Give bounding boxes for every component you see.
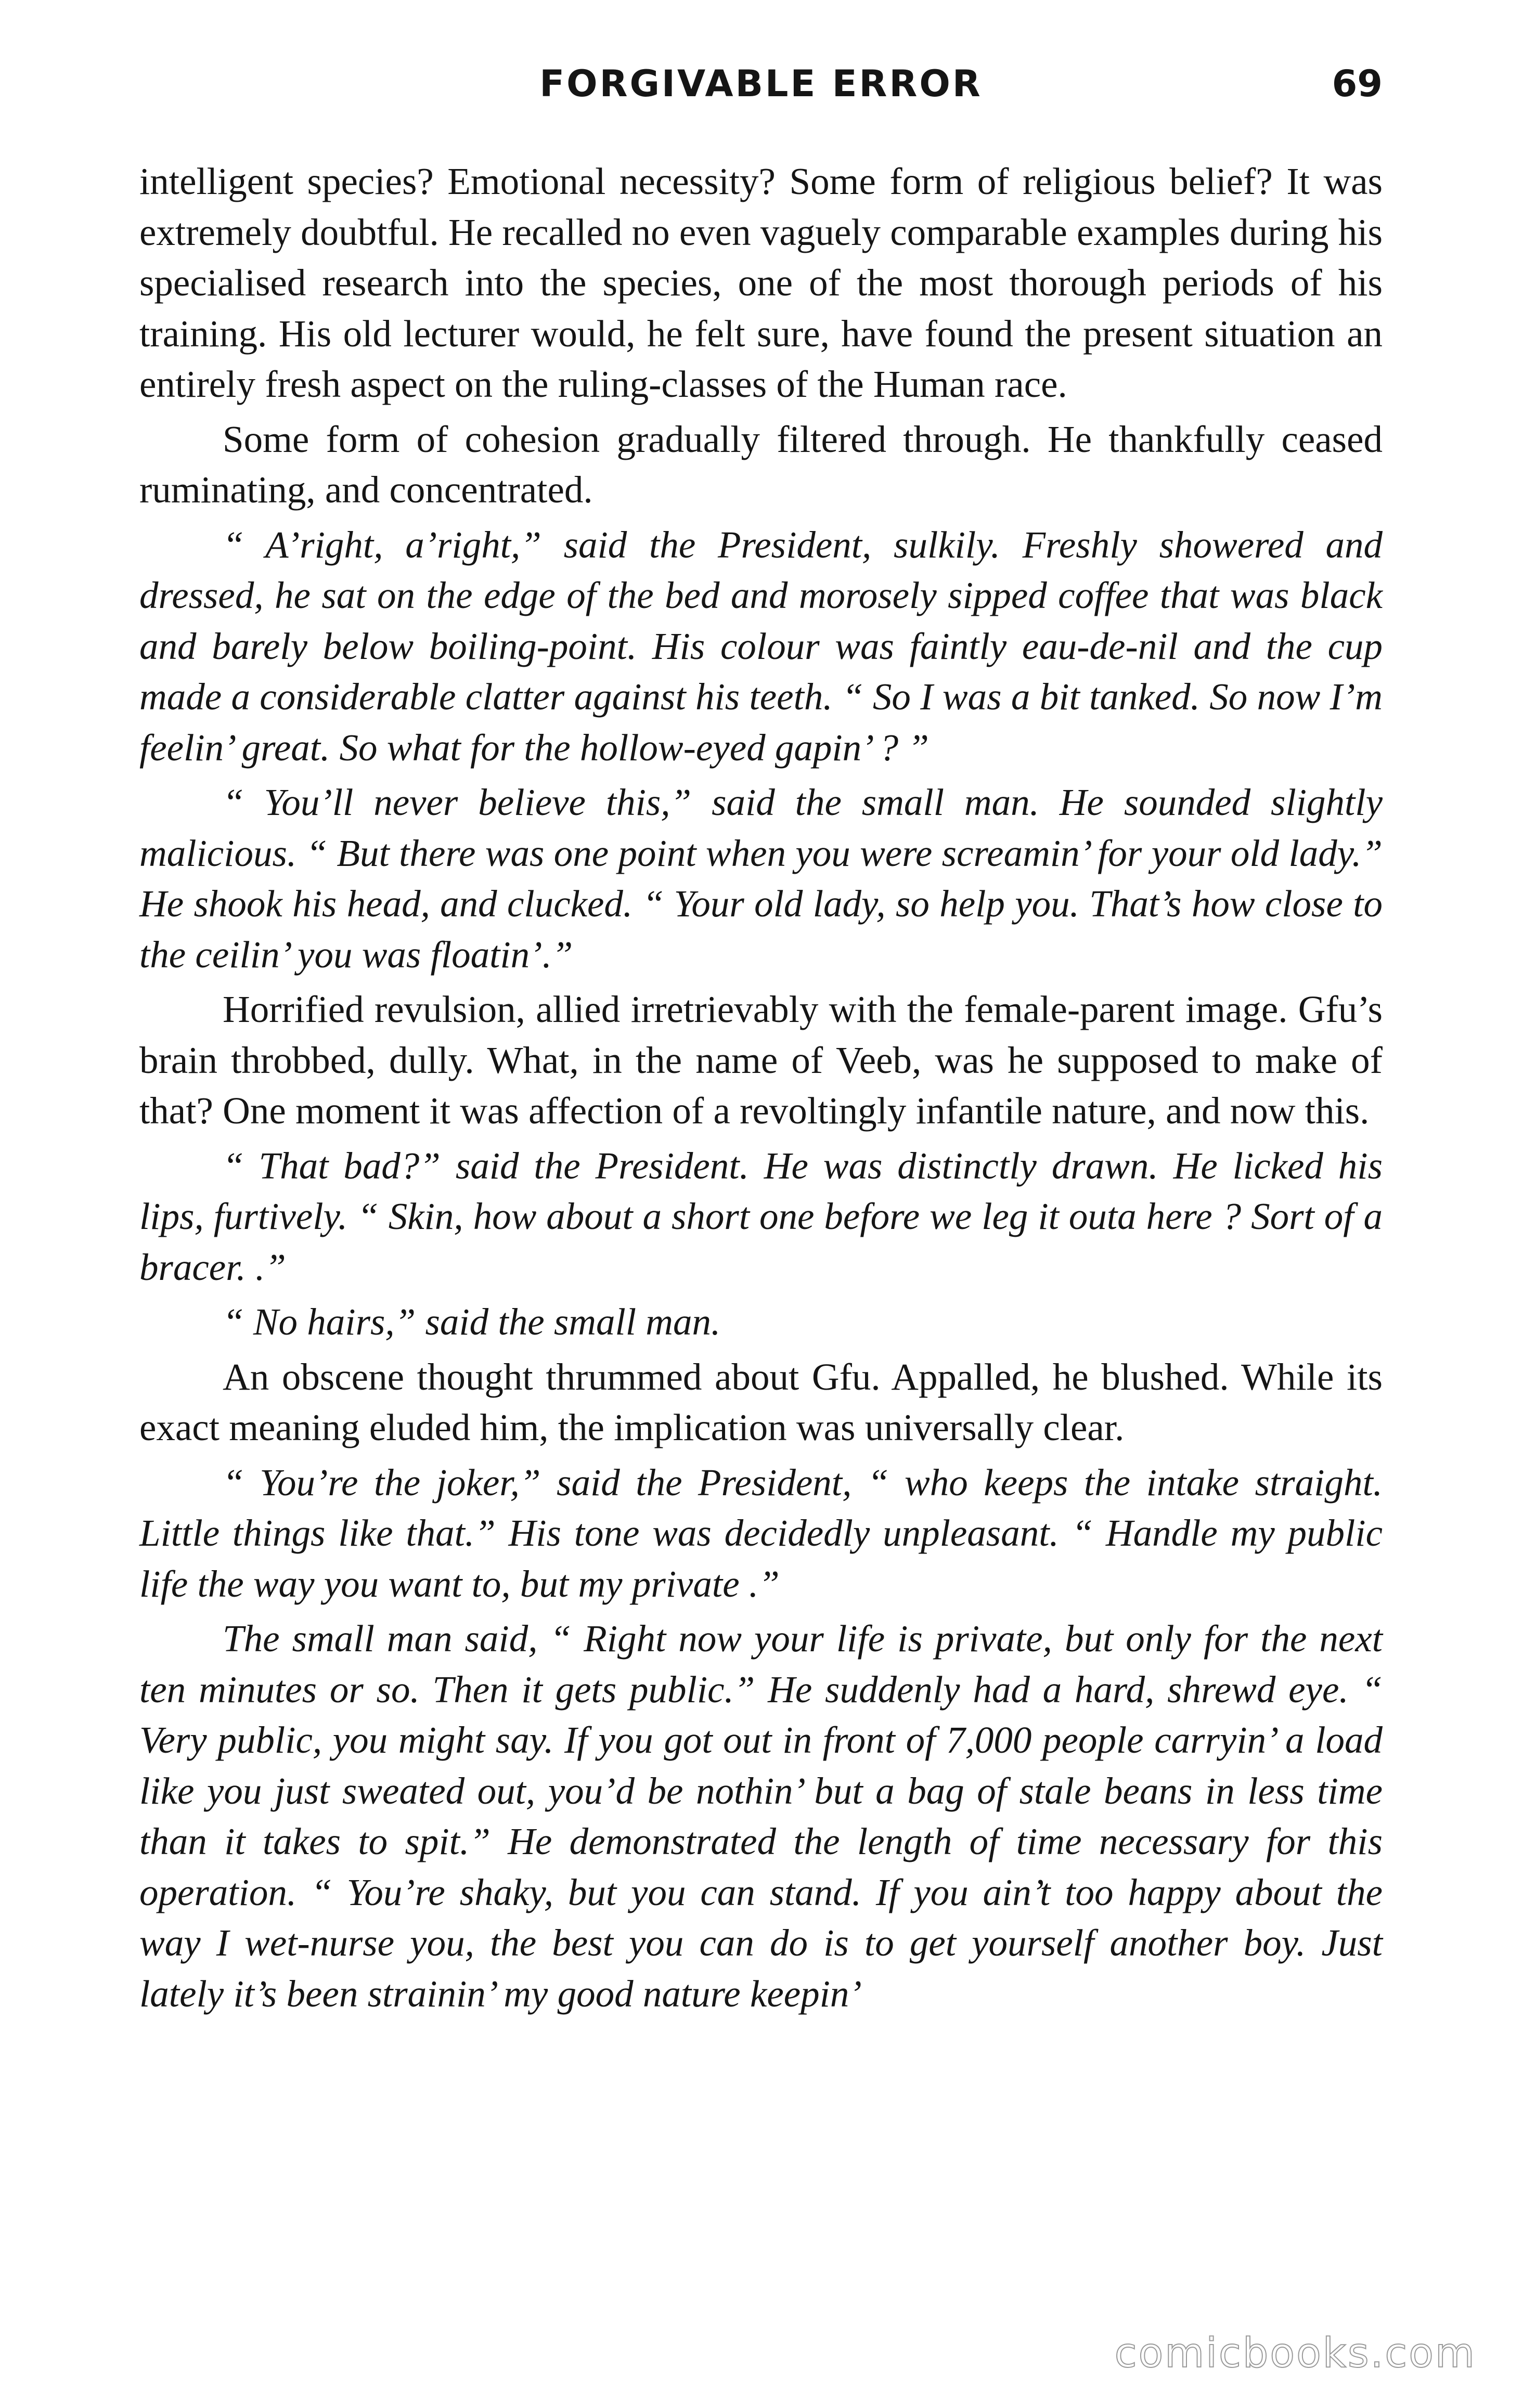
- paragraph-8: An obscene thought thrummed about Gfu. Appalled, he blushed. While its exact meaning eluded him, the implication was universally clear.: [139, 1355, 1383, 1448]
- paragraph-7: “ No hairs,” said the small man.: [223, 1301, 721, 1343]
- paragraph-10: The small man said, “ Right now your life is private, but only for the next ten minutes or so. Then it gets public.” He suddenly had a hard, shrewd eye. “ Very public, you might say. If you got out in front of 7,000 people carryin’ a load like you just sweated out, you’d be nothin’ but a bag of stale beans in less time than it takes to spit.” He demonstrated the length of time necessary for this operation. “ You’re shaky, but you can stand. If you ain’t too happy about the way I wet-nurse you, the best you can do is to get yourself another boy. Just lately it’s been strainin’ my good nature keepin’: [139, 1617, 1383, 2015]
- paragraph-3: “ A’right, a’right,” said the President, sulkily. Freshly showered and dressed, he sat on the edge of the bed and morosely sipped coffee that was black and barely below boiling-point. His colour was faintly eau-de-nil and the cup made a considerable clatter against his teeth. “ So I was a bit tanked. So now I’m feelin’ great. So what for the hollow-eyed gapin’ ? ”: [139, 523, 1383, 769]
- page-number: 69: [1332, 62, 1383, 105]
- paragraph-1: intelligent species? Emotional necessity? Some form of religious belief? It was extremely doubtful. He recalled no even vaguely comparable examples during his specialised research into the species, one of the most thorough periods of his training. His old lecturer would, he felt sure, have found the present situation an entirely fresh aspect on the ruling-classes of the Human race.: [139, 160, 1383, 405]
- paragraph-6: “ That bad?” said the President. He was distinctly drawn. He licked his lips, furtively. “ Skin, how about a short one before we leg it outa here ? Sort of a bracer. .”: [139, 1144, 1383, 1288]
- paragraph-9: “ You’re the joker,” said the President, “ who keeps the intake straight. Little things like that.” His tone was decidedly unpleasant. “ Handle my public life the way you want to, but my private .”: [139, 1461, 1383, 1605]
- paragraph-2: Some form of cohesion gradually filtered through. He thankfully ceased ruminating, and concentrated.: [139, 418, 1383, 511]
- body-text: [139, 156, 1383, 2023]
- page-header: [139, 62, 1383, 120]
- paragraph-5: Horrified revulsion, allied irretrievably with the female-parent image. Gfu’s brain throbbed, dully. What, in the name of Veeb, was he supposed to make of that? One moment it was affection of a revoltingly infantile nature, and now this.: [139, 988, 1383, 1132]
- paragraph-4: “ You’ll never believe this,” said the small man. He sounded slightly malicious. “ But there was one point when you were screamin’ for your old lady.” He shook his head, and clucked. “ Your old lady, so help you. That’s how close to the ceilin’ you was floatin’.”: [139, 781, 1383, 976]
- watermark: comicbooks.com: [1114, 2330, 1476, 2377]
- running-title: FORGIVABLE ERROR: [539, 62, 983, 105]
